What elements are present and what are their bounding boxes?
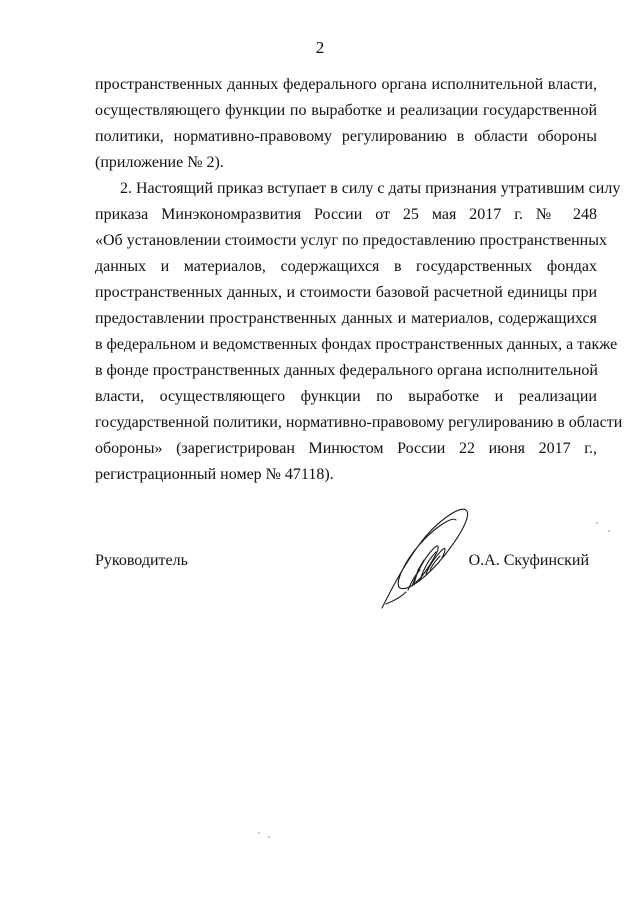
paragraph-1-line: осуществляющего функции по выработке и реализации государственной (95, 102, 597, 119)
paragraph-2-line: 2. Настоящий приказ вступает в силу с даты признания утратившим силу (120, 180, 621, 197)
paragraph-2-line: пространственных данных, и стоимости базовой расчетной единицы при (95, 284, 597, 301)
paragraph-1-line: пространственных данных федерального органа исполнительной власти, (95, 76, 597, 93)
paragraph-2-line: данных и материалов, содержащихся в государственных фондах (95, 258, 597, 275)
paragraph-2-line: в фонде пространственных данных федерального органа исполнительной (95, 362, 598, 379)
paragraph-2-line: власти, осуществляющего функции по выработке и реализации (95, 388, 597, 405)
paragraph-2-line: предоставлении пространственных данных и материалов, содержащихся (95, 310, 597, 327)
page-number: 2 (315, 38, 325, 57)
scan-speck (596, 522, 598, 524)
paragraph-2-line: обороны» (зарегистрирован Минюстом России 22 июня 2017 г., (95, 440, 597, 457)
scan-speck (268, 836, 270, 838)
document-body (95, 72, 623, 488)
scan-speck (608, 530, 610, 532)
signature-block (95, 548, 597, 574)
signatory-title: Руководитель (95, 552, 188, 569)
paragraph-1-line: политики, нормативно-правовому регулированию в области обороны (95, 128, 597, 145)
paragraph-2-line: государственной политики, нормативно-правовому регулированию в области (95, 414, 623, 431)
paragraph-1-line: (приложение № 2). (95, 154, 224, 171)
paragraph-2-line: в федеральном и ведомственных фондах пространственных данных, а также (95, 336, 618, 353)
signatory-name: О.А. Скуфинский (468, 552, 589, 569)
paragraph-2-line: регистрационный номер № 47118). (95, 466, 334, 483)
scan-speck (258, 832, 260, 834)
paragraph-2-line: «Об установлении стоимости услуг по предоставлению пространственных (95, 232, 607, 249)
paragraph-2-line: приказа Минэкономразвития России от 25 мая 2017 г. № 248 (95, 206, 597, 223)
